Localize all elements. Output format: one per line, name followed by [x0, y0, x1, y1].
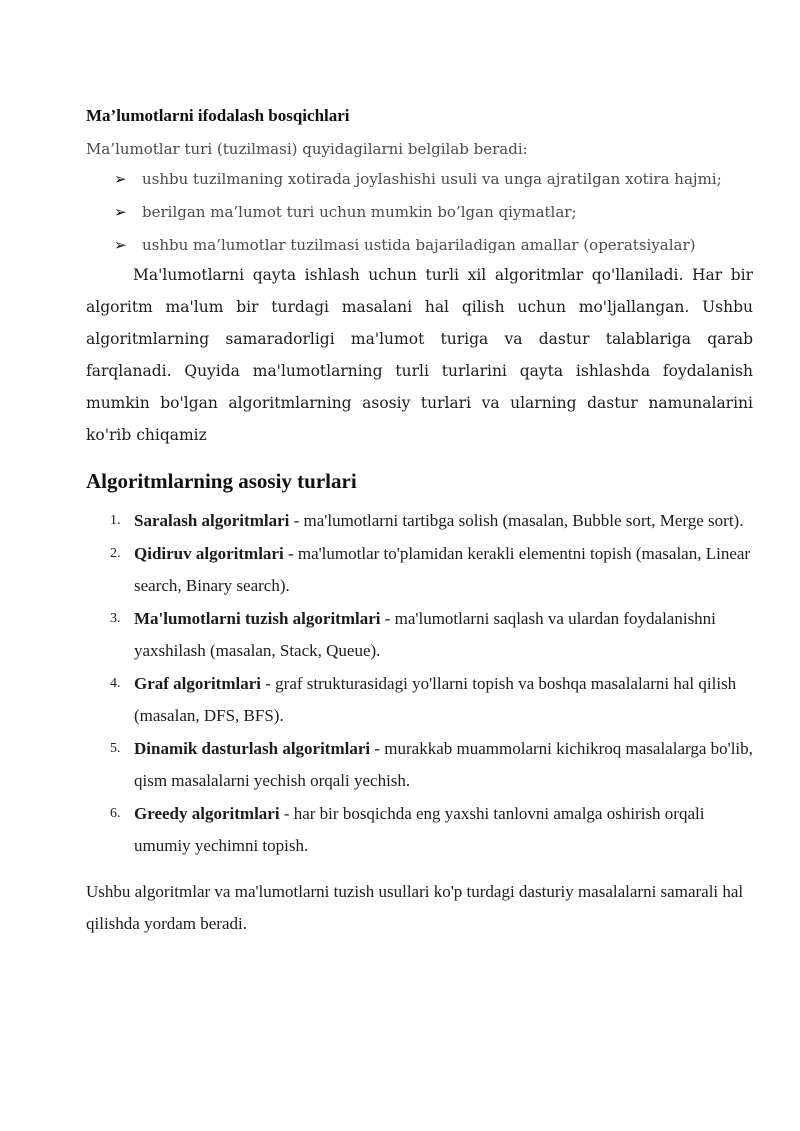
bullet-item: [86, 201, 753, 223]
bullet-text: ushbu tuzilmaning xotirada joylashishi usuli va unga ajratilgan xotira hajmi;: [142, 170, 722, 188]
algorithm-name: Saralash algoritmlari: [134, 511, 290, 530]
algorithm-description: - ma'lumotlarni tartibga solish (masalan, Bubble sort, Merge sort).: [289, 511, 744, 530]
bullet-text: berilgan ma’lumot turi uchun mumkin bo’lgan qiymatlar;: [142, 203, 577, 221]
bullet-item: [86, 168, 753, 190]
list-number: 3.: [110, 611, 121, 626]
algorithm-name: Ma'lumotlarni tuzish algoritmlari: [134, 609, 381, 628]
bullet-text: ushbu ma’lumotlar tuzilmasi ustida bajariladigan amallar (operatsiyalar): [142, 236, 696, 254]
algorithm-item: [86, 505, 753, 537]
arrow-bullet-icon: ➢: [114, 170, 127, 188]
algorithm-description: - ma'lumotlar to'plamidan kerakli elementni topish (masalan, Linear search, Binary search).: [134, 544, 751, 595]
bullet-list: [86, 168, 753, 256]
algorithm-name: Graf algoritmlari: [134, 674, 261, 693]
algorithm-item: [86, 798, 753, 862]
algorithm-description: - har bir bosqichda eng yaxshi tanlovni amalga oshirish orqali umumiy yechimni topish.: [134, 804, 705, 855]
section-title: Ma’lumotlarni ifodalash bosqichlari: [86, 106, 350, 125]
arrow-bullet-icon: ➢: [114, 236, 127, 254]
body-paragraph: Ma'lumotlarni qayta ishlash uchun turli xil algoritmlar qo'llaniladi. Har bir algoritm ma'lum bir turdagi masalani hal qilish uchun mo'ljallangan. Ushbu algoritmlarning samaradorligi ma'lumot turiga va dastur talablariga qarab farqlanadi. Quyida ma'lumotlarning turli turlarini qayta ishlashda foydalanish mumkin bo'lgan algoritmlarning asosiy turlari va ularning dastur namunalarini ko'rib chiqamiz: [86, 266, 753, 444]
algorithm-item: [86, 538, 753, 602]
algorithm-description: - murakkab muammolarni kichikroq masalalarga bo'lib, qism masalalarni yechish orqali yechish.: [134, 739, 753, 790]
algorithm-name: Dinamik dasturlash algoritmlari: [134, 739, 371, 758]
intro-text: Ma’lumotlar turi (tuzilmasi) quyidagilarni belgilab beradi:: [86, 140, 528, 158]
bullet-item: [86, 234, 753, 256]
algorithm-item: [86, 603, 753, 667]
document-body: [86, 104, 753, 940]
algorithm-name: Greedy algoritmlari: [134, 804, 280, 823]
list-number: 6.: [110, 806, 121, 821]
list-number: 2.: [110, 546, 121, 561]
list-number: 4.: [110, 676, 121, 691]
list-number: 5.: [110, 741, 121, 756]
algorithm-name: Qidiruv algoritmlari: [134, 544, 284, 563]
algorithm-description: - graf strukturasidagi yo'llarni topish va boshqa masalalarni hal qilish (masalan, DFS, BFS).: [134, 674, 737, 725]
arrow-bullet-icon: ➢: [114, 203, 127, 221]
algorithm-item: [86, 668, 753, 732]
section-heading: Algoritmlarning asosiy turlari: [86, 469, 357, 493]
algorithm-description: - ma'lumotlarni saqlash va ulardan foydalanishni yaxshilash (masalan, Stack, Queue).: [134, 609, 716, 660]
algorithm-item: [86, 733, 753, 797]
algorithm-list: [86, 505, 753, 862]
closing-paragraph: Ushbu algoritmlar va ma'lumotlarni tuzish usullari ko'p turdagi dasturiy masalalarni samarali hal qilishda yordam beradi.: [86, 882, 744, 933]
list-number: 1.: [110, 513, 121, 528]
